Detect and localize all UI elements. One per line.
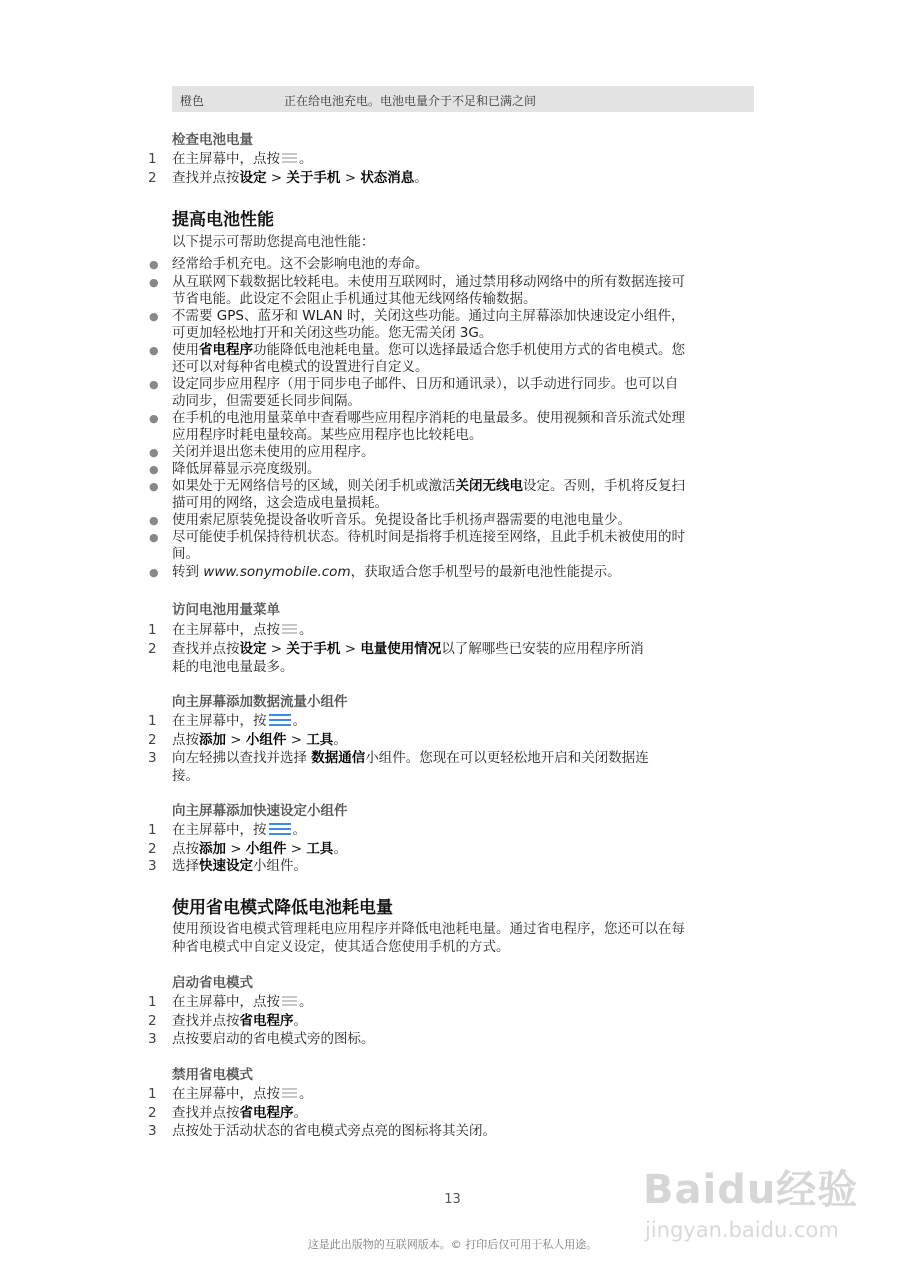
tip-item: 使用索尼原装免提设备收听音乐。免提设备比手机扬声器需要的电池电量少。 (172, 512, 631, 528)
step-number: 2 (148, 841, 157, 857)
step-number: 2 (148, 170, 157, 186)
step-number: 1 (148, 822, 157, 838)
check-battery-step-2: 查找并点按设定 > 关于手机 > 状态消息。 (172, 170, 428, 186)
enable-mode-heading: 启动省电模式 (172, 975, 253, 991)
menu-icon (269, 712, 291, 728)
step-number: 3 (148, 1031, 157, 1047)
disable-mode-heading: 禁用省电模式 (172, 1067, 253, 1083)
tip-item: 经常给手机充电。这不会影响电池的寿命。 (172, 256, 429, 272)
step-number: 1 (148, 622, 157, 638)
usage-step-1: 在主屏幕中，点按 。 (172, 622, 313, 638)
bullet-icon: ● (149, 446, 159, 459)
bullet-icon: ● (149, 566, 159, 579)
bullet-icon: ● (149, 463, 159, 476)
tip-item: 设定同步应用程序（用于同步电子邮件、日历和通讯录），以手动进行同步。也可以自 动同步，但需要延长同步间隔。 (172, 376, 679, 409)
status-table-row (172, 86, 754, 112)
step-number: 1 (148, 994, 157, 1010)
step-number: 2 (148, 1013, 157, 1029)
footer-notice: 这是此出版物的互联网版本。© 打印后仅可用于私人用途。 (307, 1238, 598, 1251)
stamina-heading: 使用省电模式降低电池耗电量 (172, 898, 393, 918)
enable-mode-step-3: 点按要启动的省电模式旁的图标。 (172, 1031, 375, 1047)
tip-item: 降低屏幕显示亮度级别。 (172, 461, 321, 477)
enable-mode-step-1: 在主屏幕中，点按 。 (172, 994, 313, 1010)
improve-intro: 以下提示可帮助您提高电池性能： (172, 234, 375, 250)
step-number: 2 (148, 732, 157, 748)
bullet-icon: ● (149, 514, 159, 527)
data-widget-step-3: 向左轻拂以查找并选择 数据通信小组件。您现在可以更轻松地开启和关闭数据连 接。 (172, 750, 649, 784)
bullet-icon: ● (149, 276, 159, 289)
disable-mode-step-1: 在主屏幕中，点按 。 (172, 1086, 313, 1102)
quick-widget-step-1: 在主屏幕中，按 。 (172, 822, 306, 838)
menu-icon (269, 821, 291, 837)
tip-item: 转到 www.sonymobile.com，获取适合您手机型号的最新电池性能提示。 (172, 564, 621, 580)
quick-widget-step-3: 选择快速设定小组件。 (172, 858, 307, 874)
step-number: 1 (148, 151, 157, 167)
tip-item: 在手机的电池用量菜单中查看哪些应用程序消耗的电量最多。使用视频和音乐流式处理 应用程序时耗电量较高。某些应用程序也比较耗电。 (172, 410, 685, 443)
apps-grid-icon (282, 994, 297, 1008)
quick-widget-heading: 向主屏幕添加快速设定小组件 (172, 803, 348, 819)
apps-grid-icon (282, 151, 297, 165)
baidu-logo: Baidu经验 (643, 1167, 859, 1213)
tip-item: 如果处于无网络信号的区域，则关闭手机或激活关闭无线电设定。否则，手机将反复扫 描可用的网络，这会造成电量损耗。 (172, 478, 685, 511)
watermark-url: jingyan.baidu.com (645, 1218, 839, 1242)
step-number: 3 (148, 750, 157, 766)
apps-grid-icon (282, 1086, 297, 1100)
stamina-intro: 使用预设省电模式管理耗电应用程序并降低电池耗电量。通过省电程序，您还可以在每 种省电模式中自定义设定，使其适合您使用手机的方式。 (172, 921, 685, 955)
check-battery-step-1: 在主屏幕中，点按 。 (172, 151, 313, 167)
step-number: 2 (148, 641, 157, 657)
bullet-icon: ● (149, 531, 159, 544)
step-number: 1 (148, 713, 157, 729)
sony-link[interactable]: www.sonymobile.com (203, 564, 351, 580)
usage-menu-heading: 访问电池用量菜单 (172, 602, 280, 618)
baidu-watermark (643, 1158, 863, 1268)
data-widget-step-2: 点按添加 > 小组件 > 工具。 (172, 732, 347, 748)
step-number: 3 (148, 1123, 157, 1139)
disable-mode-step-2: 查找并点按省电程序。 (172, 1105, 307, 1121)
page-number: 13 (444, 1192, 461, 1207)
usage-step-2: 查找并点按设定 > 关于手机 > 电量使用情况以了解哪些已安装的应用程序所消 耗的电池电量最多。 (172, 641, 644, 675)
check-battery-heading: 检查电池电量 (172, 132, 253, 148)
bullet-icon: ● (149, 344, 159, 357)
bullet-icon: ● (149, 412, 159, 425)
disable-mode-step-3: 点按处于活动状态的省电模式旁点亮的图标将其关闭。 (172, 1123, 496, 1139)
data-widget-heading: 向主屏幕添加数据流量小组件 (172, 694, 348, 710)
led-description-cell: 正在给电池充电。电池电量介于不足和已满之间 (284, 94, 537, 108)
tip-item: 从互联网下载数据比较耗电。未使用互联网时，通过禁用移动网络中的所有数据连接可 节省电能。此设定不会阻止手机通过其他无线网络传输数据。 (172, 274, 685, 307)
step-number: 3 (148, 858, 157, 874)
step-number: 2 (148, 1105, 157, 1121)
tip-item: 使用省电程序功能降低电池耗电量。您可以选择最适合您手机使用方式的省电模式。您 还可以对每种省电模式的设置进行自定义。 (172, 342, 685, 375)
bullet-icon: ● (149, 258, 159, 271)
bullet-icon: ● (149, 480, 159, 493)
bullet-icon: ● (149, 378, 159, 391)
tip-item: 关闭并退出您未使用的应用程序。 (172, 444, 375, 460)
step-number: 1 (148, 1086, 157, 1102)
tip-item: 尽可能使手机保持待机状态。待机时间是指将手机连接至网络，且此手机未被使用的时 间。 (172, 529, 685, 562)
apps-grid-icon (282, 622, 297, 636)
tip-item: 不需要 GPS、蓝牙和 WLAN 时，关闭这些功能。通过向主屏幕添加快速设定小组件， 可更加轻松地打开和关闭这些功能。您无需关闭 3G。 (172, 308, 685, 341)
bullet-icon: ● (149, 310, 159, 323)
enable-mode-step-2: 查找并点按省电程序。 (172, 1013, 307, 1029)
data-widget-step-1: 在主屏幕中，按 。 (172, 713, 306, 729)
led-color-cell: 橙色 (180, 94, 205, 108)
improve-battery-heading: 提高电池性能 (172, 210, 274, 230)
quick-widget-step-2: 点按添加 > 小组件 > 工具。 (172, 841, 347, 857)
